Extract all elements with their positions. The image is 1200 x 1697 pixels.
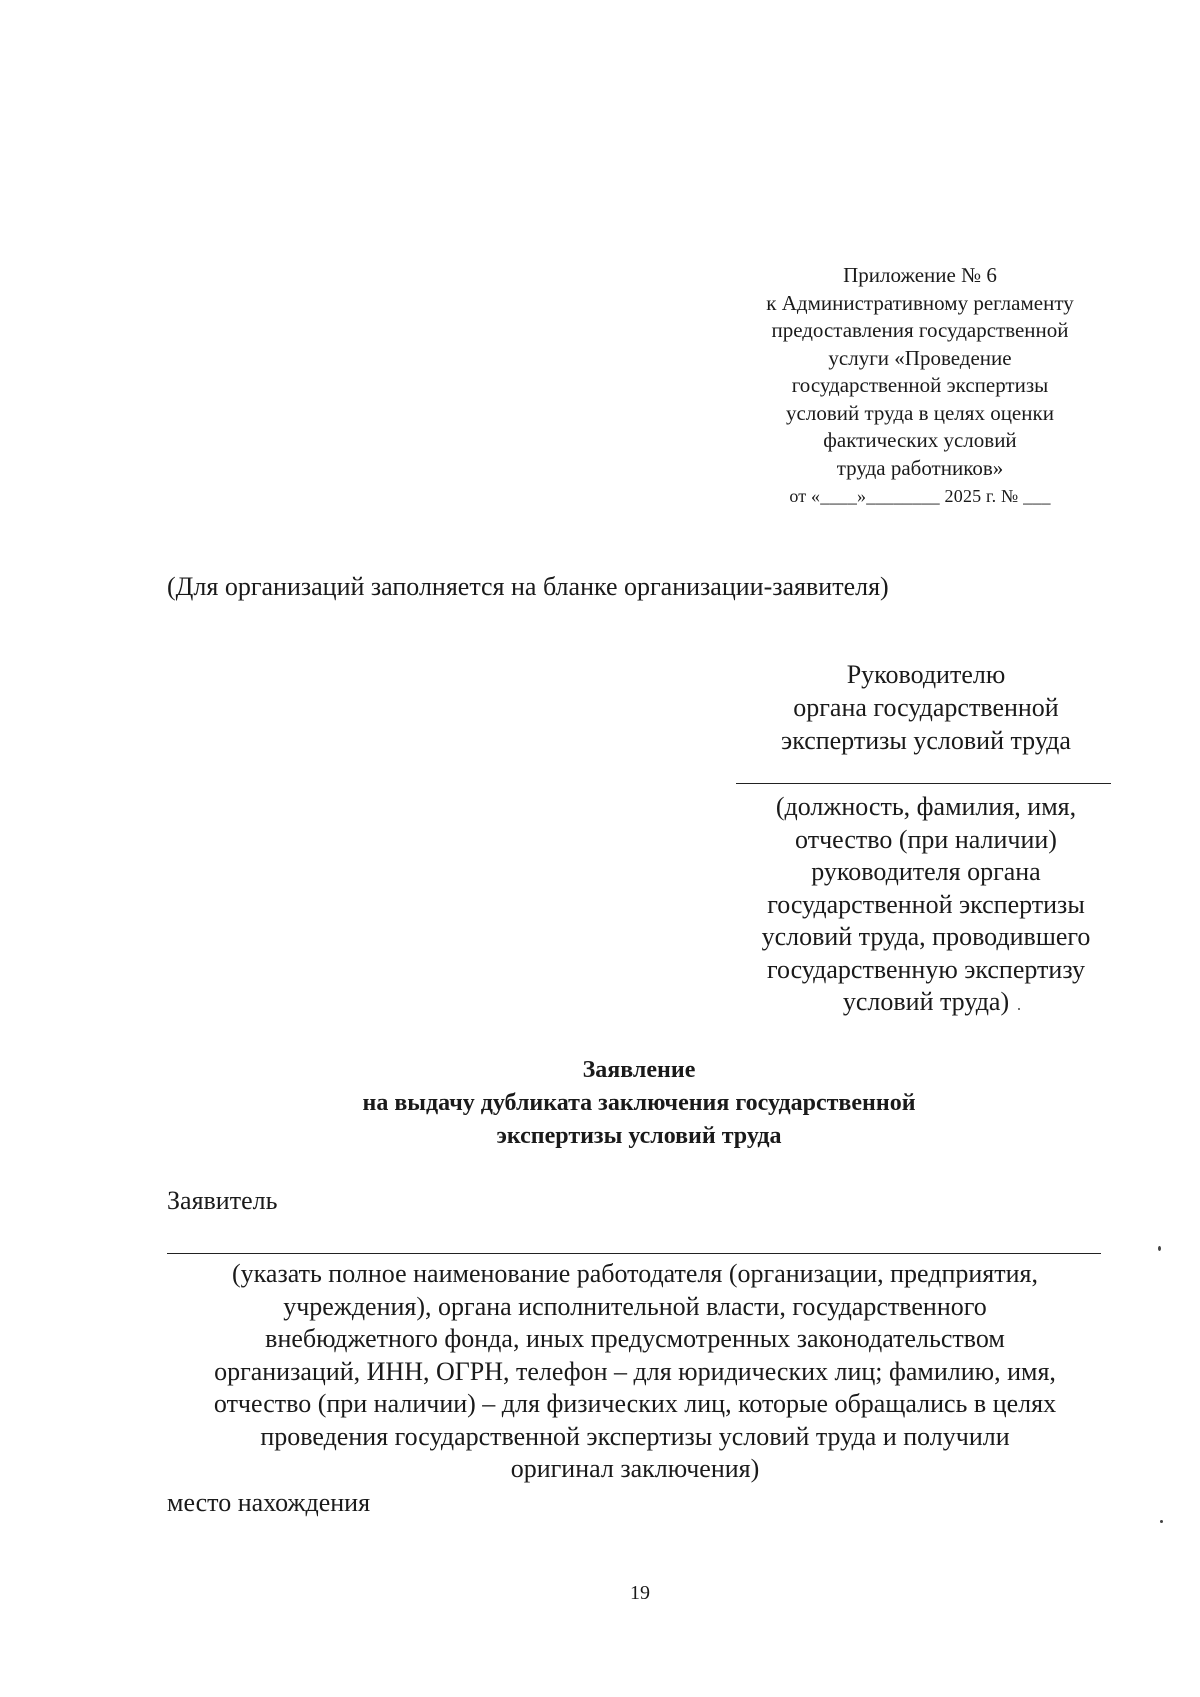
title-line: экспертизы условий труда [496,1123,782,1149]
appendix-line: государственной экспертизы [791,373,1049,397]
appendix-date-line: от «____»________ 2025 г. № ___ [789,486,1051,506]
appendix-line: труда работников» [836,455,1004,480]
appendix-line: к Административному регламенту [766,290,1074,315]
appendix-line: предоставления государственной [771,318,1069,342]
applicant-field-line [167,1253,1101,1254]
recipient-block [736,658,1116,757]
location-label: место нахождения [167,1488,371,1517]
recipient-hint-line: условий труда) [842,987,1010,1016]
recipient-hint-line: отчество (при наличии) [795,824,1057,854]
appendix-header [730,262,1110,511]
appendix-line: услуги «Проведение [828,345,1012,370]
scan-speck [1158,1246,1161,1251]
applicant-label: Заявитель [167,1186,278,1215]
recipient-hint-line: государственную экспертизу [766,954,1086,984]
document-title [167,1054,1111,1153]
appendix-line: Приложение № 6 [843,263,997,287]
applicant-hint-line: внебюджетного фонда, иных предусмотренных законодательством [265,1324,1005,1353]
appendix-line: условий труда в целях оценки [786,400,1054,425]
form-note: (Для организаций заполняется на бланке организации-заявителя) [167,572,889,601]
page-number: 19 [630,1582,650,1604]
recipient-hint [736,791,1116,1019]
recipient-hint-line: условий труда, проводившего [761,922,1091,951]
recipient-line: экспертизы условий труда [781,726,1071,755]
recipient-line: Руководителю [846,660,1006,689]
applicant-hint-line: учреждения), органа исполнительной власти, государственного [283,1291,987,1321]
recipient-line: органа государственной [793,693,1059,722]
applicant-hint-line: проведения государственной экспертизы условий труда и получили [260,1421,1010,1451]
title-line: Заявление [582,1057,696,1083]
applicant-hint-line: оригинал заключения) [510,1454,760,1483]
applicant-hint-line: организаций, ИНН, ОГРН, телефон – для юридических лиц; фамилию, имя, [214,1356,1056,1386]
scan-speck [1018,1008,1020,1010]
applicant-hint [160,1258,1110,1486]
appendix-line: фактических условий [823,428,1017,452]
scan-speck [1160,1520,1163,1523]
recipient-hint-line: государственной экспертизы [767,889,1085,919]
applicant-hint-line: отчество (при наличии) – для физических лиц, которые обращались в целях [213,1389,1057,1418]
recipient-name-field-line [736,783,1111,784]
applicant-hint-line: (указать полное наименование работодателя (организации, предприятия, [232,1259,1038,1288]
recipient-hint-line: руководителя органа [811,857,1041,886]
recipient-hint-line: (должность, фамилия, имя, [775,792,1077,821]
title-line: на выдачу дубликата заключения государственной [362,1090,916,1116]
